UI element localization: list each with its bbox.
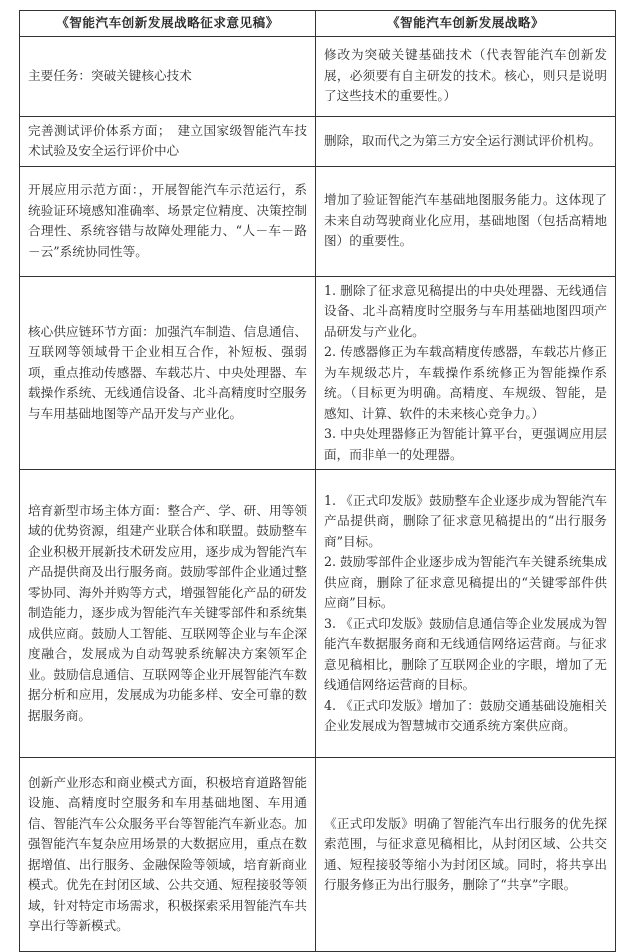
list-item: 4. 《正式印发版》增加了：鼓励交通基础设施相关企业发展成为智慧城市交通系统方案供应商。 — [324, 697, 607, 733]
row-left-cell — [20, 116, 316, 166]
row-left-cell — [20, 758, 316, 952]
list-item: 1. 《正式印发版》鼓励整车企业逐步成为智能汽车产品提供商，删除了征求意见稿提出的“出行服务商”目标。 — [324, 492, 607, 549]
cell-text: 主要任务：突破关键核心技术 — [28, 67, 192, 83]
table-header-row — [20, 11, 616, 37]
header-final: 《智能汽车创新发展战略》 — [316, 11, 616, 37]
table-row — [20, 166, 616, 276]
row-left-cell — [20, 470, 316, 758]
table-row — [20, 116, 616, 166]
comparison-table — [19, 10, 616, 952]
cell-text: 培育新型市场主体方面：整合产、学、研、用等领域的优势资源，组建产业联合体和联盟。鼓励整车企业积极开展新技术研发应用，逐步成为智能汽车产品提供商及出行服务商。鼓励零部件企业通过整零协同、海外并购等方式，增强智能化产品的研发制造能力，逐步成为智能汽车关键零部件和系统集成供应商。鼓励人工智能、互联网等企业与车企深度融合，发展成为自动驾驶系统解决方案领军企业。鼓励信息通信、互联网等企业开展智能汽车数据分析和应用，发展成为功能多样、安全可靠的数据服务商。 — [28, 502, 307, 723]
table-row — [20, 36, 616, 116]
cell-text: 创新产业形态和商业模式方面，积极培育道路智能设施、高精度时空服务和车用基础地图、车用通信、智能汽车公众服务平台等智能汽车新业态。加强智能汽车复杂应用场景的大数据应用，重点在数据增值、出行服务、金融保险等领域，培育新商业模式。优先在封闭区域、公共交通、短程接驳等领域，针对特定市场需求，积极探索采用智能汽车共享出行等新模式。 — [28, 774, 307, 933]
row-right-cell — [316, 166, 616, 276]
list-item: 3. 中央处理器修正为智能计算平台，更强调应用层面，而非单一的处理器。 — [324, 426, 607, 462]
list-item: 2. 鼓励零部件企业逐步成为智能汽车关键系统集成供应商，删除了征求意见稿提出的“关键零部件供应商”目标。 — [324, 554, 607, 610]
table-row — [20, 470, 616, 758]
row-right-cell — [316, 36, 616, 116]
cell-text: 增加了验证智能汽车基础地图服务能力。这体现了未来自动驾驶商业化应用，基础地图（包括高精地图）的重要性。 — [324, 192, 607, 249]
row-left-cell — [20, 36, 316, 116]
cell-text: 核心供应链环节方面：加强汽车制造、信息通信、互联网等领域骨干企业相互合作，补短板、强弱项，重点推动传感器、车载芯片、中央处理器、车载操作系统、无线通信设备、北斗高精度时空服务与车用基础地图等产品开发与产业化。 — [28, 323, 307, 421]
list-item: 2. 传感器修正为车载高精度传感器，车载芯片修正为车规级芯片，车载操作系统修正为智能操作系统。（目标更为明确。高精度、车规级、智能，是感知、计算、软件的未来核心竞争力。） — [324, 344, 607, 421]
cell-text: 完善测试评价体系方面； 建立国家级智能汽车技术试验及安全运行评价中心 — [28, 122, 307, 158]
row-right-cell — [316, 276, 616, 470]
cell-text: 修改为突破关键基础技术（代表智能汽车创新发展，必须要有自主研发的技术。核心，则只是说明了这些技术的重要性。） — [324, 47, 607, 104]
row-right-cell — [316, 470, 616, 758]
table-row — [20, 276, 616, 470]
row-left-cell — [20, 166, 316, 276]
row-left-cell — [20, 276, 316, 470]
cell-text: 开展应用示范方面：，开展智能汽车示范运行，系统验证环境感知准确率、场景定位精度、决策控制合理性、系统容错与故障处理能力、“人－车－路－云”系统协同性等。 — [28, 182, 307, 259]
list-item: 3. 《正式印发版》鼓励信息通信等企业发展成为智能汽车数据服务商和无线通信网络运营商。与征求意见稿相比，删除了互联网企业的字眼，增加了无线通信网络运营商的目标。 — [324, 615, 607, 692]
row-right-cell — [316, 116, 616, 166]
table-row — [20, 758, 616, 952]
list-item: 1. 删除了征求意见稿提出的中央处理器、无线通信设备、北斗高精度时空服务与车用基础地图四项产品研发与产业化。 — [324, 282, 607, 339]
cell-text: 删除，取而代之为第三方安全运行测试评价机构。 — [324, 132, 602, 148]
cell-text: 《正式印发版》明确了智能汽车出行服务的优先探索范围，与征求意见稿相比，从封闭区域、公共交通、短程接驳等缩小为封闭区域。同时，将共享出行服务修正为出行服务，删除了“共享”字眼。 — [324, 815, 607, 892]
header-draft: 《智能汽车创新发展战略征求意见稿》 — [20, 11, 316, 37]
row-right-cell — [316, 758, 616, 952]
